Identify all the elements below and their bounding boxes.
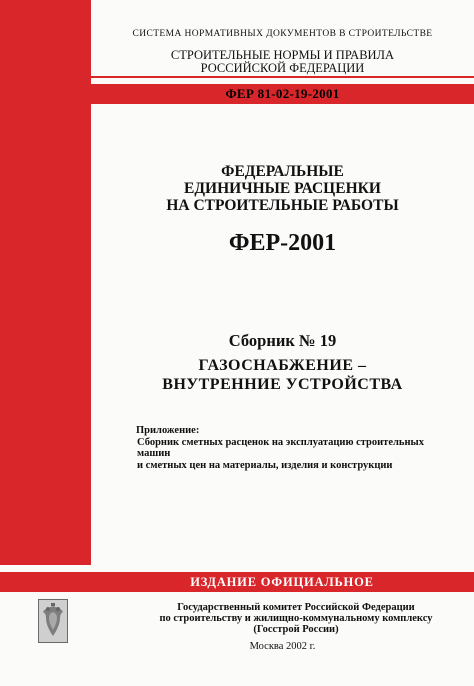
edition-bar: [0, 572, 474, 592]
document-code: ФЕР 81-02-19-2001: [225, 86, 340, 101]
collection-subject: [91, 356, 474, 394]
publisher-block: [136, 602, 456, 635]
appendix-label: Приложение:: [136, 425, 200, 436]
norms-heading: [91, 49, 474, 75]
city-year: Москва 2002 г.: [249, 641, 316, 652]
title-line-3: НА СТРОИТЕЛЬНЫЕ РАБОТЫ: [166, 197, 399, 214]
red-side-band: [0, 0, 91, 565]
publisher-line-1: Государственный комитет Российской Федерации: [177, 602, 415, 613]
series-title: СИСТЕМА НОРМАТИВНЫХ ДОКУМЕНТОВ В СТРОИТЕЛЬСТВЕ: [132, 29, 433, 39]
publisher-line-3: (Госстрой России): [253, 624, 339, 635]
norms-line-2: РОССИЙСКОЙ ФЕДЕРАЦИИ: [200, 61, 365, 75]
edition-label: ИЗДАНИЕ ОФИЦИАЛЬНОЕ: [190, 574, 374, 589]
document-code-bar: [91, 84, 474, 104]
appendix-block: [136, 425, 456, 471]
appendix-line-1: Сборник сметных расценок на эксплуатацию строительных машин: [137, 436, 424, 459]
red-divider-line: [91, 76, 474, 78]
subject-line-2: ВНУТРЕННИЕ УСТРОЙСТВА: [162, 376, 403, 393]
title-main: ФЕР-2001: [228, 230, 337, 256]
coat-of-arms-icon: [38, 599, 68, 643]
appendix-line-2: и сметных цен на материалы, изделия и конструкции: [137, 459, 393, 471]
publisher-line-2: по строительству и жилищно-коммунальному комплексу: [159, 613, 433, 624]
title-line-2: ЕДИНИЧНЫЕ РАСЦЕНКИ: [184, 180, 381, 197]
subject-line-1: ГАЗОСНАБЖЕНИЕ –: [198, 357, 367, 374]
title-line-1: ФЕДЕРАЛЬНЫЕ: [221, 163, 344, 180]
coat-of-arms-graphic: [39, 600, 67, 642]
norms-line-1: СТРОИТЕЛЬНЫЕ НОРМЫ И ПРАВИЛА: [170, 48, 395, 62]
collection-label: Сборник № 19: [228, 331, 337, 350]
document-title: [91, 163, 474, 214]
